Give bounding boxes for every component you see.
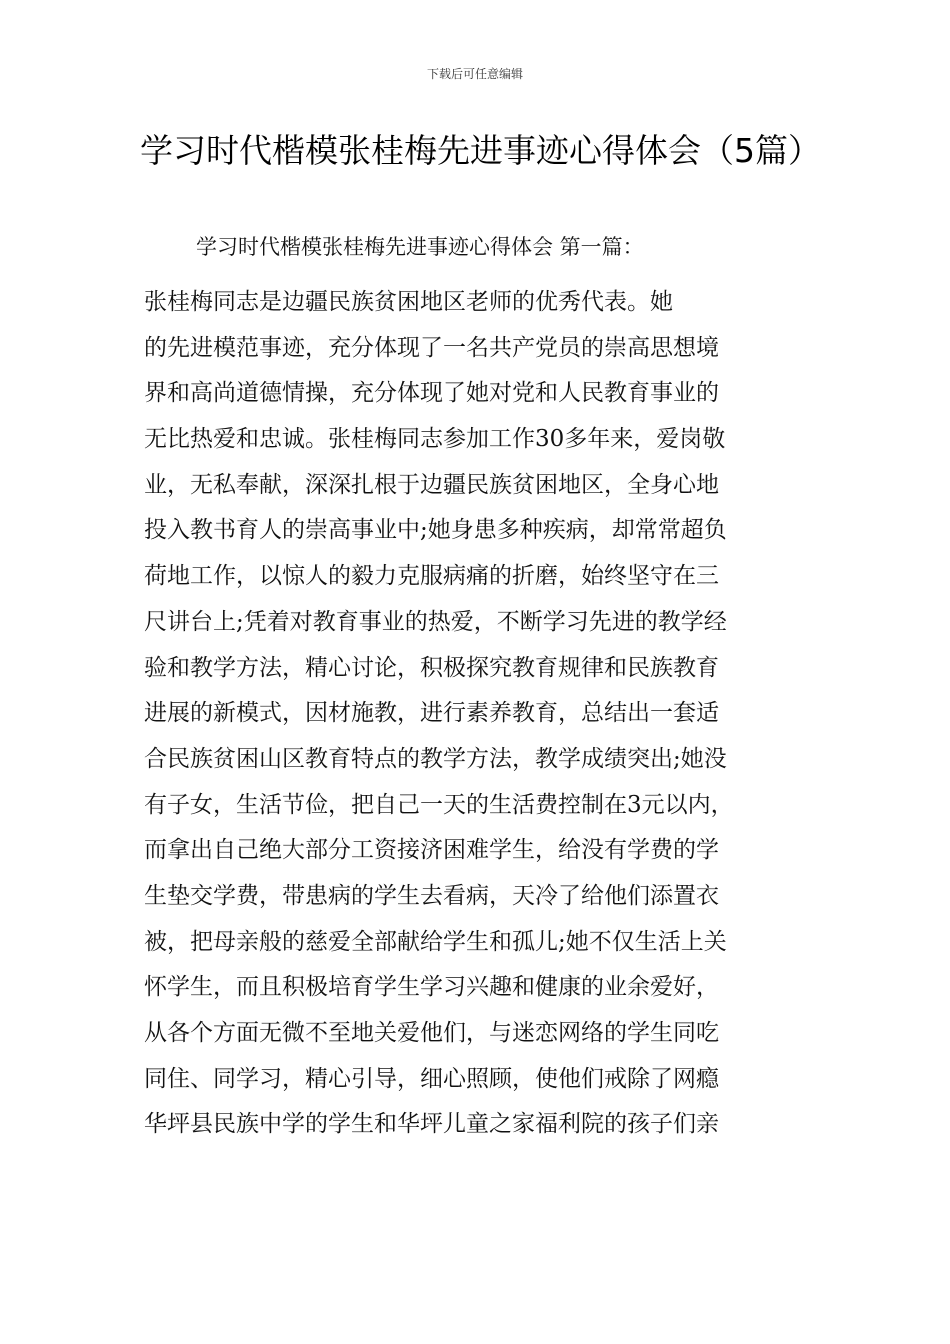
text-line: 同住、同学习，精心引导，细心照顾，使他们戒除了网瘾: [144, 1065, 719, 1092]
section-heading: 学习时代楷模张桂梅先进事迹心得体会 第一篇：: [196, 235, 644, 259]
text-line: 进展的新模式，因材施教，进行素养教育，总结出一套适: [144, 700, 719, 727]
body-paragraph: [144, 280, 809, 1148]
text-line: 怀学生，而且积极培育学生学习兴趣和健康的业余爱好，: [144, 974, 719, 1001]
text-line: 验和教学方法，精心讨论，积极探究教育规律和民族教育: [144, 654, 719, 681]
header-note: 下载后可任意编辑: [426, 67, 523, 81]
text-line: 从各个方面无微不至地关爱他们，与迷恋网络的学生同吃: [144, 1020, 719, 1046]
text-line: 的先进模范事迹，充分体现了一名共产党员的崇高思想境: [144, 334, 719, 361]
text-line: 荷地工作，以惊人的毅力克服病痛的折磨，始终坚守在三: [144, 563, 719, 590]
text-line: 无比热爱和忠诚。张桂梅同志参加工作30多年来，爱岗敬: [144, 426, 726, 453]
text-line: 华坪县民族中学的学生和华坪儿童之家福利院的孩子们亲: [144, 1111, 719, 1138]
text-line: 业，无私奉献，深深扎根于边疆民族贫困地区，全身心地: [144, 471, 719, 498]
text-line: 张桂梅同志是边疆民族贫困地区老师的优秀代表。她: [144, 289, 673, 315]
text-line: 尺讲台上;凭着对教育事业的热爱，不断学习先进的教学经: [144, 608, 727, 635]
page-title: 学习时代楷模张桂梅先进事迹心得体会（5篇）: [140, 131, 821, 170]
text-line: 而拿出自己绝大部分工资接济困难学生，给没有学费的学: [144, 837, 719, 864]
text-line: 有子女，生活节俭，把自己一天的生活费控制在3元以内，: [144, 791, 734, 818]
text-line: 投入教书育人的崇高事业中;她身患多种疾病，却常常超负: [144, 517, 727, 544]
text-line: 生垫交学费，带患病的学生去看病，天冷了给他们添置衣: [144, 882, 719, 909]
text-line: 被，把母亲般的慈爱全部献给学生和孤儿;她不仅生活上关: [144, 928, 727, 955]
text-line: 界和高尚道德情操，充分体现了她对党和人民教育事业的: [144, 380, 719, 407]
text-line: 合民族贫困山区教育特点的教学方法，教学成绩突出;她没: [144, 745, 727, 772]
